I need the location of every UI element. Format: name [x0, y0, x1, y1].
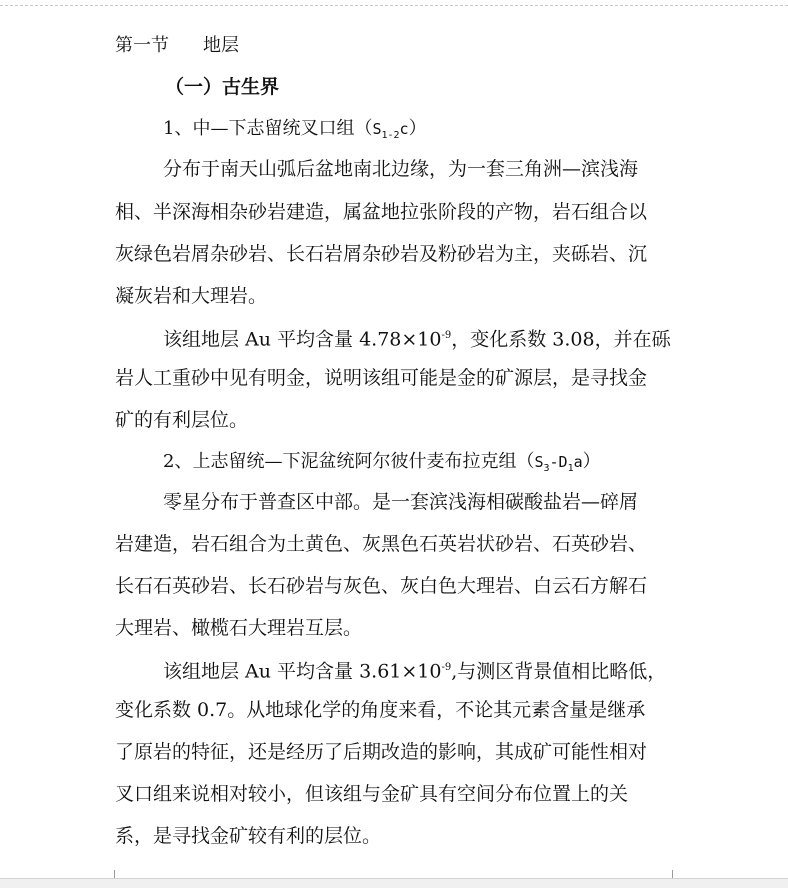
unit2-symbol: $S_3-D_1a$	[534, 453, 583, 474]
paragraph-line: 系，是寻找金矿较有利的层位。	[115, 825, 382, 847]
paragraph-line: 相、半深海相杂砂岩建造，属盆地拉张阶段的产物，岩石组合以	[115, 201, 648, 223]
paragraph-line: 凝灰岩和大理岩。	[115, 285, 268, 307]
page-top-boundary	[0, 5, 788, 6]
paragraph-line: 叉口组来说相对较小，但该组与金矿具有空间分布位置上的关	[115, 783, 629, 805]
paragraph-line: 灰绿色岩屑杂砂岩、长石岩屑杂砂岩及粉砂岩为主，夹砾岩、沉	[115, 243, 648, 265]
paragraph-line: 岩建造，岩石组合为土黄色、灰黑色石英岩状砂岩、石英砂岩、	[115, 533, 648, 555]
era-title: （一）古生界	[165, 76, 280, 98]
unit2-heading: 2、上志留统—下泥盆统阿尔彼什麦布拉克组$(S_3-D_1a)$	[163, 451, 601, 474]
paragraph-line: 分布于南天山弧后盆地南北边缘，为一套三角洲—滨浅海	[163, 158, 639, 180]
paragraph-line: 变化系数 0.7。从地球化学的角度来看，不论其元素含量是继承	[115, 699, 646, 721]
paragraph-line: 大理岩、橄榄石大理岩互层。	[115, 617, 363, 639]
unit1-au-content-line: 该组地层 Au 平均含量 $4.78\times 10^{-9}$，变化系数 3.08，并在砾	[163, 328, 671, 351]
unit2-au-content-line: 该组地层 Au 平均含量 $3.61\times 10^{-9}$,与测区背景值相比略低，	[163, 660, 667, 683]
paragraph-line: 岩人工重砂中见有明金，说明该组可能是金的矿源层，是寻找金	[115, 367, 648, 389]
unit1-heading: 1、中—下志留统叉口组$(S_{1-2}c)$	[163, 118, 427, 141]
unit1-symbol: $S_{1-2}c$	[372, 120, 409, 141]
paragraph-line: 零星分布于普查区中部。是一套滨浅海相碳酸盐岩—碎屑	[163, 491, 639, 513]
paragraph-line: 矿的有利层位。	[115, 409, 249, 431]
section-title	[115, 34, 239, 58]
paragraph-line: 长石石英砂岩、长石砂岩与灰色、灰白色大理岩、白云石方解石	[115, 575, 648, 597]
section-prefix: 第一节	[115, 35, 169, 56]
section-name: 地层	[203, 35, 239, 56]
paragraph-line: 了原岩的特征，还是经历了后期改造的影响，其成矿可能性相对	[115, 741, 648, 763]
